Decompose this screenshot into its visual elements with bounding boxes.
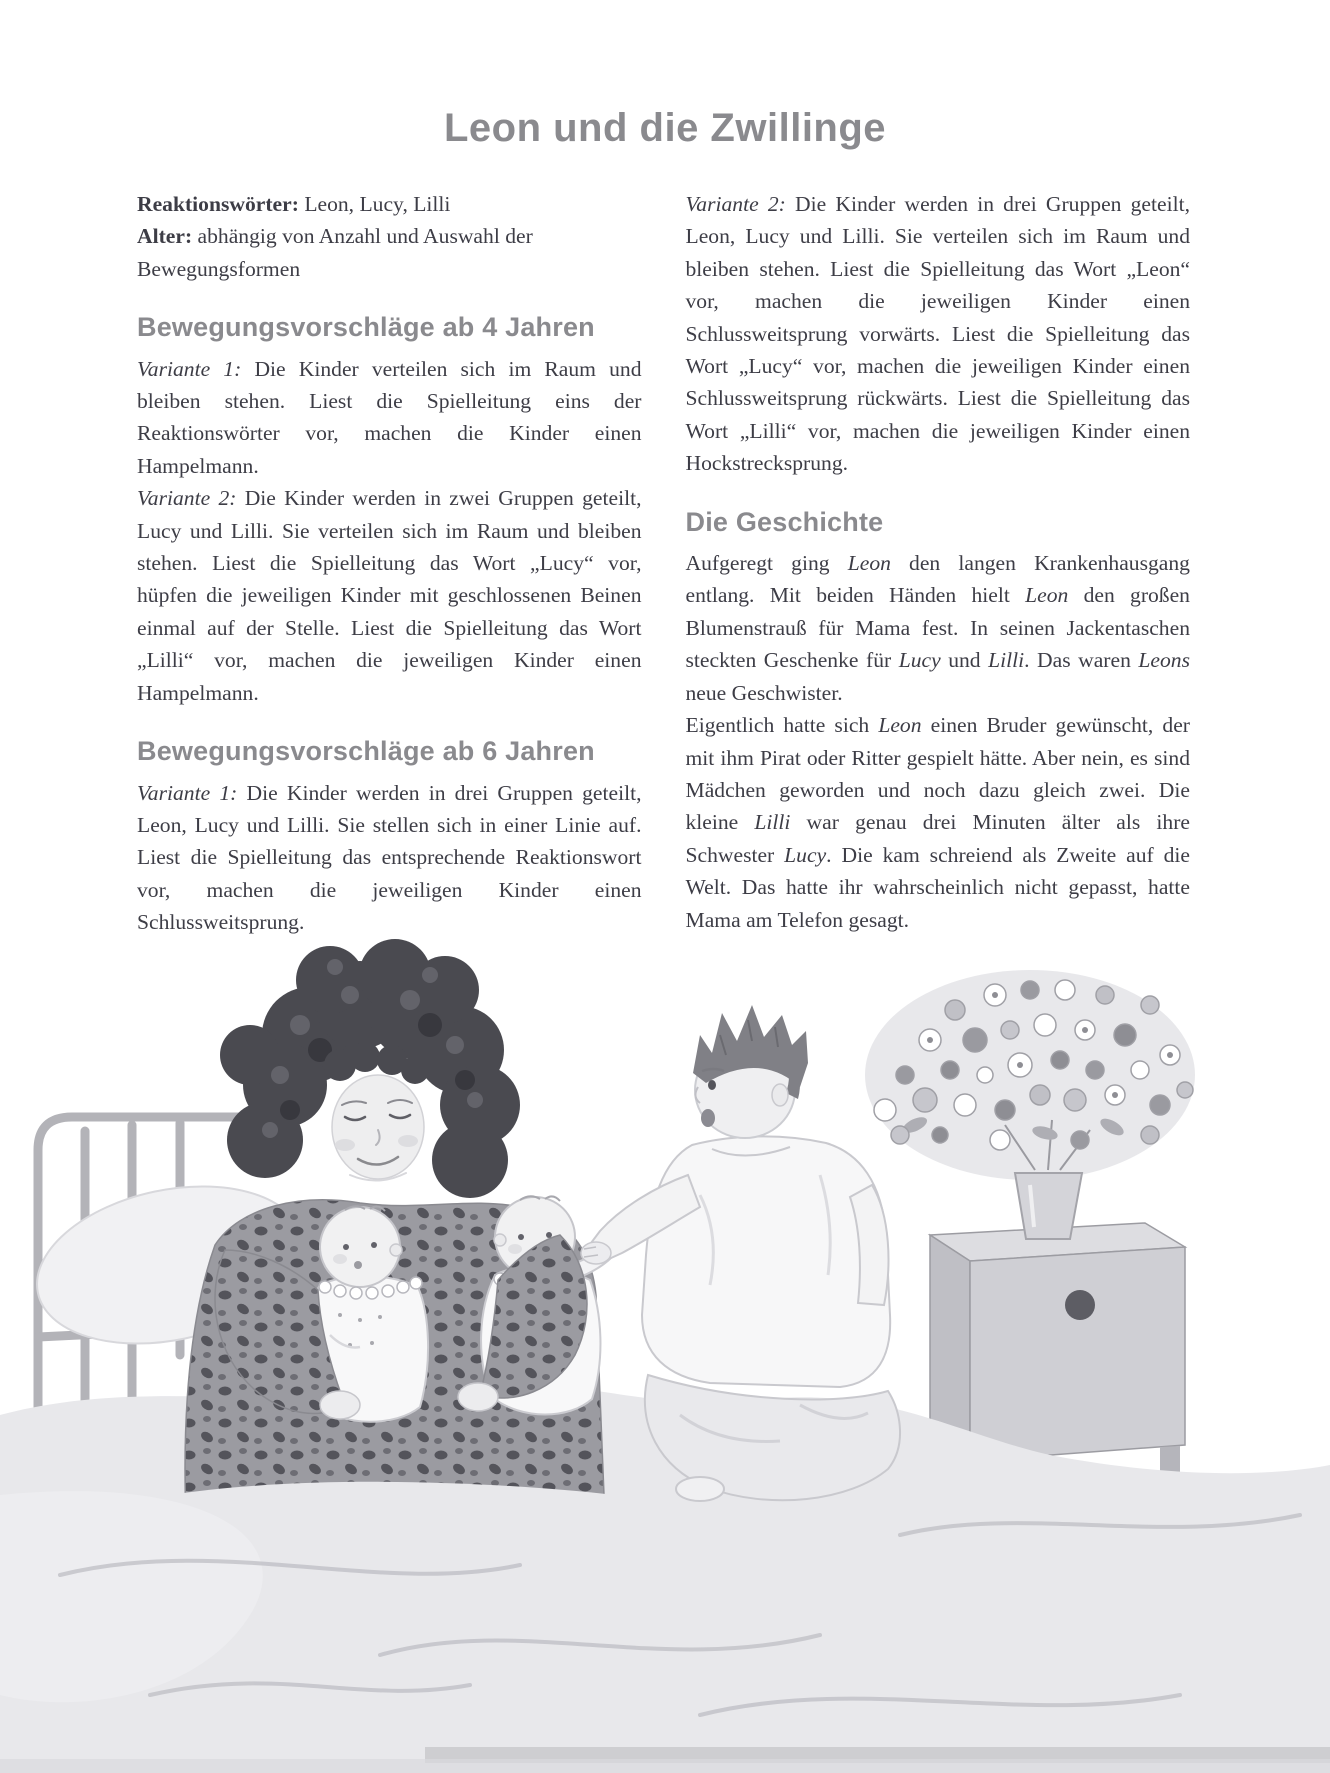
story-paragraph-2: Eigentlich hatte sich Leon einen Bruder gewünscht, der mit ihm Pirat oder Ritter gespielt hätte. Aber nein, es sind Mädchen geworden und noch dazu gleich zwei. Die kleine Lilli war genau drei Minuten älter als ihre Schwester Lucy. Die kam schreiend als Zweite auf die Welt. Das hatte ihr wahrscheinlich nicht gepasst, hatte Mama am Telefon gesagt. xyxy=(685,713,1190,932)
drawer-knob xyxy=(1065,1290,1095,1320)
illustration xyxy=(0,935,1330,1773)
paragraph-variant2-age4: Variante 2: Die Kinder werden in zwei Gruppen geteilt, Lucy und Lilli. Sie verteilen sich im Raum und bleiben stehen. Liest die Spielleitung das Wort „Lucy“ vor, hüpfen die jeweiligen Kinder mit geschlossenen Beinen einmal auf der Stelle. Liest die Spielleitung das Wort „Lilli“ vor, machen die jeweiligen Kinder einen Hampelmann. xyxy=(137,486,642,705)
flower-bouquet xyxy=(865,970,1195,1239)
info-block xyxy=(137,188,642,285)
text-columns xyxy=(137,188,1190,939)
page-title: Leon und die Zwillinge xyxy=(443,106,887,150)
heading-story: Die Geschichte xyxy=(685,506,884,537)
boy-hand xyxy=(581,1242,611,1264)
paragraph-variant1-age6: Variante 1: Die Kinder werden in drei Gruppen geteilt, Leon, Lucy und Lilli. Sie stellen sich in einer Linie auf. Liest die Spielleitung das entsprechende Reaktionswort vor, machen die jeweiligen Kinder einen Schlussweitsprung. xyxy=(137,780,642,935)
vase xyxy=(1015,1173,1082,1239)
boy-shirt xyxy=(642,1136,890,1387)
heading-moves-age6: Bewegungsvorschläge ab 6 Jahren xyxy=(137,736,595,767)
paragraph-variant2-age6: Variante 2: Die Kinder werden in drei Gruppen geteilt, Leon, Lucy und Lilli. Sie verteilen sich im Raum und bleiben stehen. Liest die Spielleitung das Wort „Leon“ vor, machen die jeweiligen Kinder einen Schlussweitsprung vorwärts. Liest die Spielleitung das Wort „Lucy“ vor, machen die jeweiligen Kinder einen Schlussweitsprung rückwärts. Liest die Spielleitung das Wort „Lilli“ vor, machen die jeweiligen Kinder einen Hockstrecksprung. xyxy=(685,192,1190,476)
age-line: Alter: abhängig von Anzahl und Auswahl der Bewegungsformen xyxy=(137,224,533,281)
reaction-words-line: Reaktionswörter: Leon, Lucy, Lilli xyxy=(137,192,451,216)
boy-foot xyxy=(676,1477,724,1501)
heading-moves-age4: Bewegungsvorschläge ab 4 Jahren xyxy=(137,312,595,343)
paragraph-variant1-age4: Variante 1: Die Kinder verteilen sich im Raum und bleiben stehen. Liest die Spielleitung eins der Reaktionswörter vor, machen die Kinder einen Hampelmann. xyxy=(137,356,642,478)
boy-ear xyxy=(772,1084,788,1106)
watercolor-illustration xyxy=(0,935,1330,1773)
right-column xyxy=(686,188,1191,939)
left-column xyxy=(137,188,642,939)
story-paragraph-1: Aufgeregt ging Leon den langen Krankenhausgang entlang. Mit beiden Händen hielt Leon den großen Blumenstrauß für Mama fest. In seinen Jackentaschen steckten Geschenke für Lucy und Lilli. Das waren Leons neue Geschwister. xyxy=(685,551,1190,705)
